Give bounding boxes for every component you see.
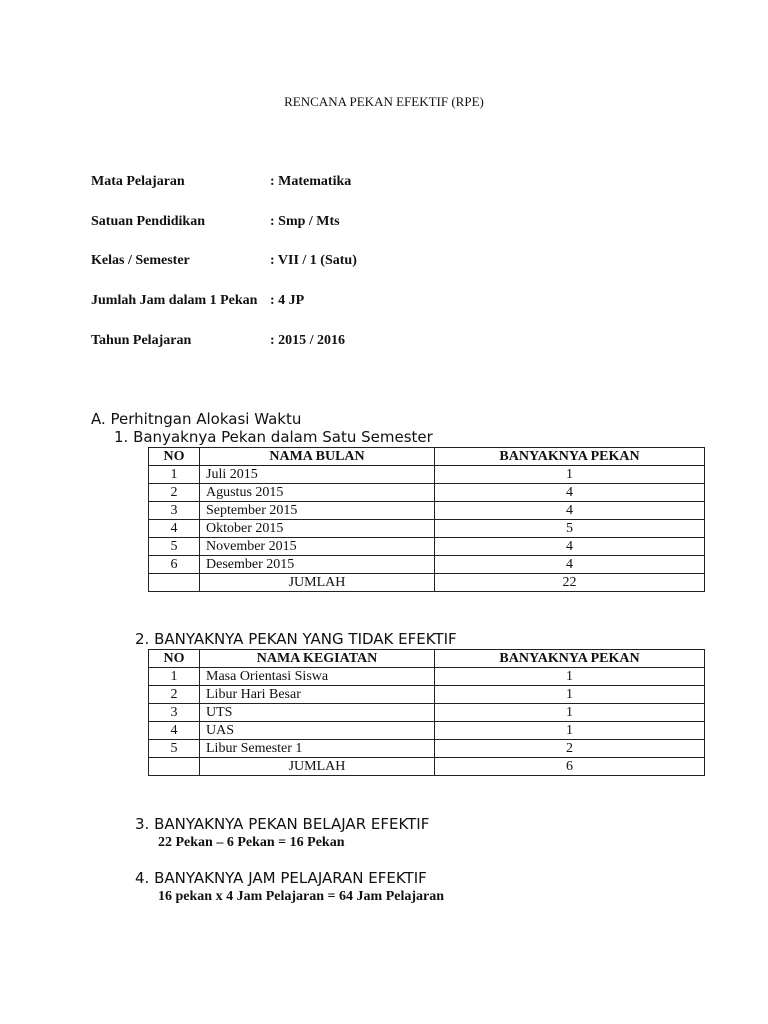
cell-empty [149,758,200,776]
info-value-satuan-pendidikan: : Smp / Mts [270,214,340,229]
cell-nama-kegiatan: Masa Orientasi Siswa [200,668,435,686]
cell-banyaknya-pekan: 2 [435,740,705,758]
cell-no: 1 [149,466,200,484]
table-header-row [149,650,705,668]
cell-no: 3 [149,704,200,722]
table-row [149,520,705,538]
cell-no: 3 [149,502,200,520]
sub3-heading: 3. BANYAKNYA PEKAN BELAJAR EFEKTIF [135,815,430,833]
info-value-kelas-semester: : VII / 1 (Satu) [270,253,357,268]
cell-nama-kegiatan: UTS [200,704,435,722]
total-label: JUMLAH [200,574,435,592]
cell-banyaknya-pekan: 1 [435,686,705,704]
cell-no: 4 [149,722,200,740]
cell-no: 1 [149,668,200,686]
cell-empty [149,574,200,592]
sub2-heading: 2. BANYAKNYA PEKAN YANG TIDAK EFEKTIF [135,630,457,648]
cell-nama-kegiatan: Libur Semester 1 [200,740,435,758]
cell-nama-bulan: Desember 2015 [200,556,435,574]
section-a-heading: A. Perhitngan Alokasi Waktu [91,410,302,428]
cell-banyaknya-pekan: 5 [435,520,705,538]
total-value: 6 [435,758,705,776]
cell-banyaknya-pekan: 1 [435,668,705,686]
table-row [149,740,705,758]
header-nama-bulan: NAMA BULAN [200,448,435,466]
cell-no: 2 [149,484,200,502]
table-pekan-semester [148,447,705,592]
cell-nama-bulan: Juli 2015 [200,466,435,484]
table-row [149,466,705,484]
cell-nama-bulan: September 2015 [200,502,435,520]
table-row [149,556,705,574]
cell-nama-bulan: November 2015 [200,538,435,556]
cell-nama-bulan: Oktober 2015 [200,520,435,538]
cell-nama-kegiatan: UAS [200,722,435,740]
cell-no: 4 [149,520,200,538]
table-row [149,502,705,520]
info-value-tahun-pelajaran: : 2015 / 2016 [270,333,346,348]
cell-banyaknya-pekan: 1 [435,722,705,740]
info-value-mata-pelajaran: : Matematika [270,174,352,189]
document-title: RENCANA PEKAN EFEKTIF (RPE) [284,94,484,109]
total-value: 22 [435,574,705,592]
header-nama-kegiatan: NAMA KEGIATAN [200,650,435,668]
cell-no: 5 [149,740,200,758]
table-row [149,484,705,502]
cell-banyaknya-pekan: 1 [435,466,705,484]
header-no: NO [149,650,200,668]
cell-nama-kegiatan: Libur Hari Besar [200,686,435,704]
table-row [149,668,705,686]
total-label: JUMLAH [200,758,435,776]
table-pekan-tidak-efektif [148,649,705,776]
table-header-row [149,448,705,466]
table-row [149,538,705,556]
info-label-mata-pelajaran: Mata Pelajaran [91,174,185,189]
cell-no: 6 [149,556,200,574]
info-label-satuan-pendidikan: Satuan Pendidikan [91,214,205,229]
info-label-kelas-semester: Kelas / Semester [91,253,190,268]
cell-banyaknya-pekan: 1 [435,704,705,722]
sub3-formula: 22 Pekan – 6 Pekan = 16 Pekan [158,835,345,850]
table-total-row [149,574,705,592]
cell-no: 5 [149,538,200,556]
cell-banyaknya-pekan: 4 [435,556,705,574]
cell-banyaknya-pekan: 4 [435,538,705,556]
cell-nama-bulan: Agustus 2015 [200,484,435,502]
info-label-jumlah-jam: Jumlah Jam dalam 1 Pekan [91,293,258,308]
cell-banyaknya-pekan: 4 [435,502,705,520]
sub4-formula: 16 pekan x 4 Jam Pelajaran = 64 Jam Pelajaran [158,889,445,904]
sub1-heading: 1. Banyaknya Pekan dalam Satu Semester [114,428,433,446]
info-label-tahun-pelajaran: Tahun Pelajaran [91,333,192,348]
info-value-jumlah-jam: : 4 JP [270,293,305,308]
header-no: NO [149,448,200,466]
header-banyaknya-pekan: BANYAKNYA PEKAN [435,650,705,668]
table-total-row [149,758,705,776]
cell-banyaknya-pekan: 4 [435,484,705,502]
header-banyaknya-pekan: BANYAKNYA PEKAN [435,448,705,466]
table-row [149,704,705,722]
table-row [149,722,705,740]
table-row [149,686,705,704]
sub4-heading: 4. BANYAKNYA JAM PELAJARAN EFEKTIF [135,869,427,887]
cell-no: 2 [149,686,200,704]
